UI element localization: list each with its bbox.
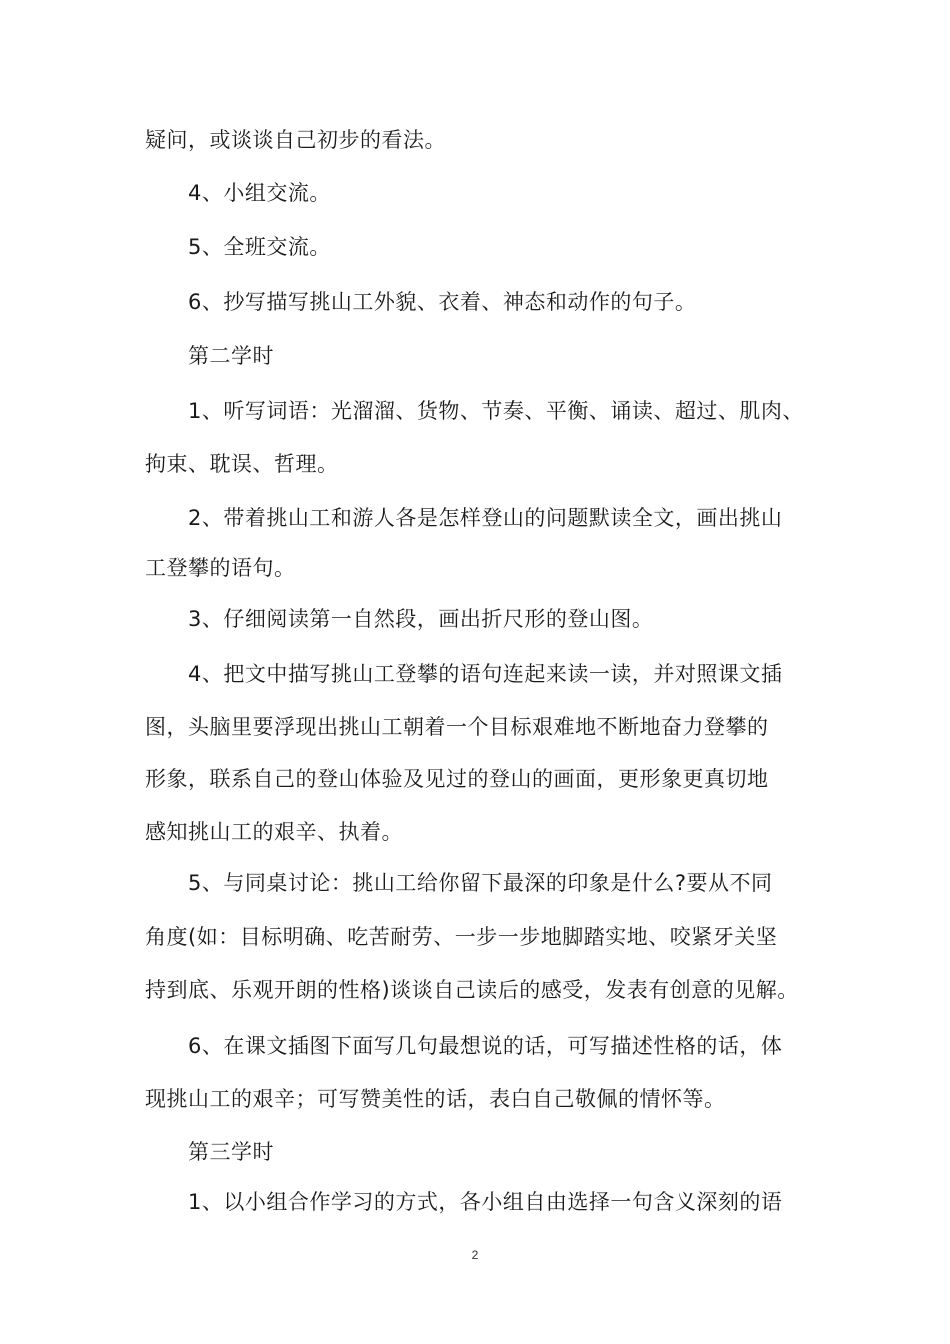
paragraph-line: 2、带着挑山工和游人各是怎样登山的问题默读全文，画出挑山: [188, 506, 783, 530]
paragraph-line: 拘束、耽误、哲理。: [145, 452, 339, 476]
paragraph-line: 形象，联系自己的登山体验及见过的登山的画面，更形象更真切地: [145, 767, 769, 791]
paragraph-line: 图，头脑里要浮现出挑山工朝着一个目标艰难地不断地奋力登攀的: [145, 715, 769, 739]
paragraph-line: 3、仔细阅读第一自然段，画出折尺形的登山图。: [188, 607, 654, 631]
paragraph-line: 4、小组交流。: [188, 181, 331, 205]
paragraph-line: 1、以小组合作学习的方式，各小组自由选择一句含义深刻的语: [188, 1190, 783, 1214]
paragraph-line: 持到底、乐观开朗的性格)谈谈自己读后的感受，发表有创意的见解。: [145, 978, 799, 1002]
paragraph-line: 疑问，或谈谈自己初步的看法。: [145, 128, 446, 152]
paragraph-line: 1、听写词语：光溜溜、货物、节奏、平衡、诵读、超过、肌肉、: [188, 399, 804, 423]
section-heading: 第二学时: [188, 344, 274, 368]
section-heading: 第三学时: [188, 1140, 274, 1164]
paragraph-line: 5、与同桌讨论：挑山工给你留下最深的印象是什么?要从不同: [188, 871, 773, 895]
paragraph-line: 感知挑山工的艰辛、执着。: [145, 820, 403, 844]
paragraph-line: 工登攀的语句。: [145, 556, 296, 580]
paragraph-line: 现挑山工的艰辛；可写赞美性的话，表白自己敬佩的情怀等。: [145, 1087, 726, 1111]
paragraph-line: 6、在课文插图下面写几句最想说的话，可写描述性格的话，体: [188, 1034, 783, 1058]
paragraph-line: 4、把文中描写挑山工登攀的语句连起来读一读，并对照课文插: [188, 662, 783, 686]
paragraph-line: 6、抄写描写挑山工外貌、衣着、神态和动作的句子。: [188, 290, 697, 314]
paragraph-line: 5、全班交流。: [188, 235, 331, 259]
paragraph-line: 角度(如：目标明确、吃苦耐劳、一步一步地脚踏实地、咬紧牙关坚: [145, 925, 778, 949]
page-number: 2: [471, 1248, 479, 1262]
